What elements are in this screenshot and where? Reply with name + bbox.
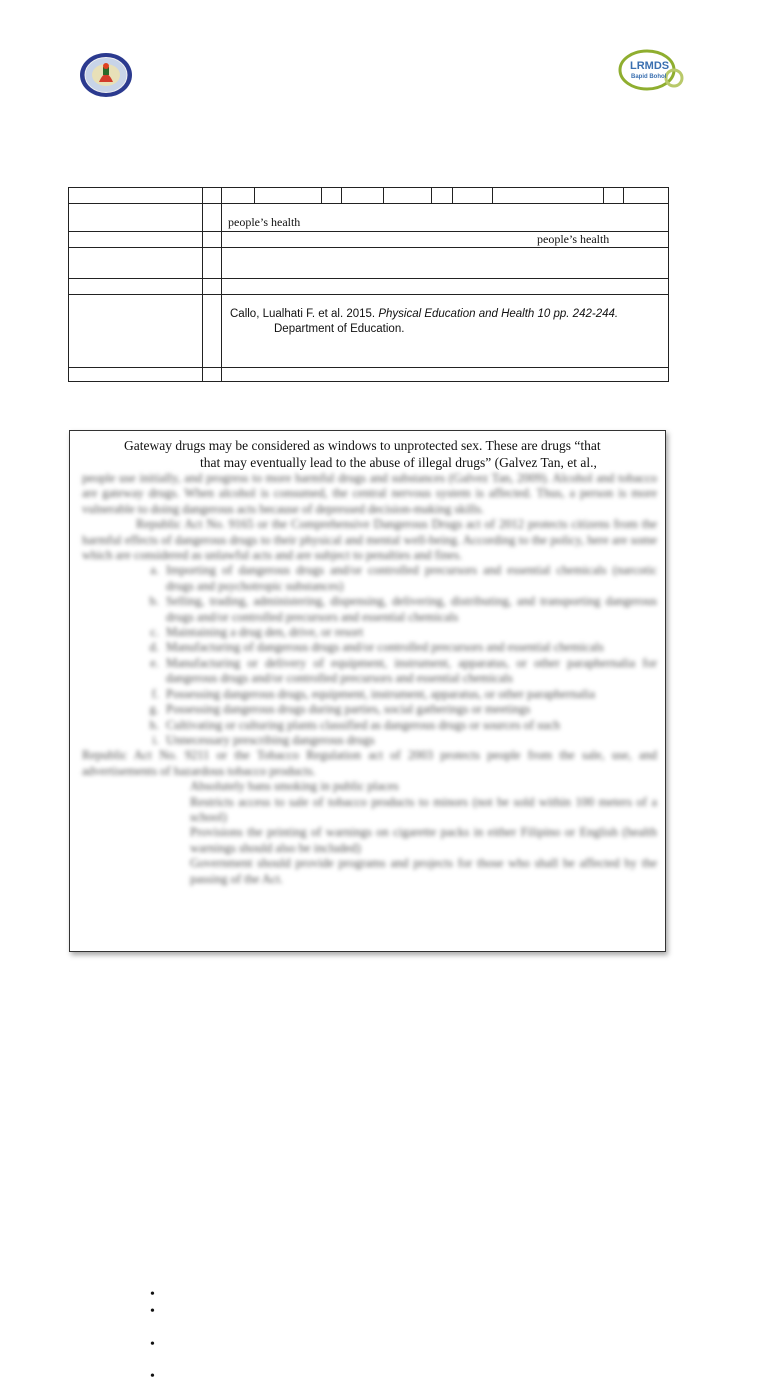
list-item: Provisions the printing of warnings on cigarette packs in either Filipino or English (health warnings should also be included): [190, 825, 657, 855]
list-item: c. Maintaining a drug den, drive, or resort: [162, 625, 657, 640]
list-item: Absolutely bans smoking in public places: [190, 779, 399, 794]
list-item: Restricts access to sale of tobacco products to minors (not be sold within 100 meters of a school): [190, 794, 657, 824]
table-cell: [203, 368, 222, 382]
table-cell: [493, 188, 604, 204]
lesson-excerpt-box: [69, 430, 666, 1384]
list-item: h. Cultivating or culturing plants classified as dangerous drugs or sources of such: [162, 718, 657, 733]
bullet-icon: •: [150, 1336, 155, 1352]
excerpt-line-1: Gateway drugs may be considered as windows to unprotected sex. These are drugs “that: [124, 438, 601, 453]
list-item: f. Possessing dangerous drugs, equipment, instrument, apparatus, or other paraphernalia: [162, 687, 657, 702]
excerpt-visible-text: [124, 437, 657, 471]
table-cell: [604, 188, 624, 204]
table-cell: [384, 188, 432, 204]
list-item: b. Selling, trading, administering, dispensing, delivering, distributing, and transporting dangerous drugs and/or controlled precursors and essential chemicals: [162, 594, 657, 625]
table-cell: [203, 204, 222, 232]
table-cell: [255, 188, 322, 204]
table-cell: [203, 279, 222, 295]
table-cell: [203, 188, 222, 204]
table-cell: [69, 295, 203, 368]
lrmds-logo-icon: [618, 48, 684, 92]
table-cell: [222, 248, 669, 279]
table-cell: [222, 204, 669, 232]
lrmds-logo-text: LRMDS: [630, 60, 670, 72]
excerpt-paragraph-1: people use initially, and progress to more harmful drugs and substances (Galvez Tan, 2009). Alcohol and tobacco are gateway drugs. When alcohol is consumed, the central nervous system is affected. Thus, a person is more vulnerable to doing dangerous acts because of depressed decision-making skills.: [82, 471, 657, 516]
table-cell: [453, 188, 493, 204]
excerpt-paragraph-3: Republic Act No. 9211 or the Tobacco Regulation act of 2003 protects people from the sale, use, and advertisements of hazardous tobacco products.: [82, 748, 657, 778]
table-cell: [222, 232, 669, 248]
excerpt-paragraph-2: Republic Act No. 9165 or the Comprehensive Dangerous Drugs act of 2012 protects citizens from the harmful effects of dangerous drugs to their physical and mental well-being. According to the policy, here are some which are considered as unlawful acts and are subject to penalties and fines.: [82, 517, 657, 563]
table-cell: [203, 248, 222, 279]
reference-entry: [222, 295, 668, 337]
table-row: [69, 248, 669, 279]
table-cell: [203, 295, 222, 368]
lrmds-logo-subtext: Bapid Bohol: [631, 74, 667, 80]
table-cell: [69, 368, 203, 382]
reference-cell: [222, 295, 669, 368]
table-cell: [322, 188, 342, 204]
bullet-icon: •: [150, 1368, 155, 1384]
excerpt-line-2: that may eventually lead to the abuse of illegal drugs” (Galvez Tan, et al.,: [200, 455, 597, 470]
list-item: d. Manufacturing of dangerous drugs and/or controlled precursors and essential chemicals: [162, 640, 657, 655]
list-item: a. Importing of dangerous drugs and/or controlled precursors and essential chemicals (narcotic drugs and psychotropic substances): [162, 563, 657, 594]
table-row: [69, 188, 669, 204]
table-cell: [69, 248, 203, 279]
table-row: [69, 204, 669, 232]
table-cell: [203, 232, 222, 248]
table-cell: [432, 188, 453, 204]
row2-text: people’s health: [228, 215, 301, 229]
table-row: [69, 279, 669, 295]
table-row: [69, 368, 669, 382]
table-cell: [342, 188, 384, 204]
table-cell: [624, 188, 669, 204]
reference-title: Physical Education and Health 10 pp. 242-244.: [378, 308, 619, 320]
table-cell: [69, 279, 203, 295]
list-item: e. Manufacturing or delivery of equipment, instrument, apparatus, or other paraphernalia for dangerous drugs and/or controlled precursors and essential chemicals: [162, 656, 657, 687]
unlawful-acts-list: [82, 563, 657, 748]
lesson-info-table: [68, 187, 669, 382]
list-item: i. Unnecessary prescribing dangerous drugs: [162, 733, 657, 748]
table-cell: [222, 188, 255, 204]
table-cell: [222, 279, 669, 295]
reference-publisher: Department of Education.: [274, 323, 405, 335]
table-row: [69, 232, 669, 248]
row3-text: people’s health: [537, 232, 610, 246]
table-cell: [222, 368, 669, 382]
blurred-content: [82, 471, 657, 887]
bullet-icon: •: [150, 1286, 155, 1302]
table-cell: [69, 188, 203, 204]
bullet-icon: •: [150, 1303, 155, 1319]
tobacco-provisions-list: [82, 779, 657, 887]
reference-author: Callo, Lualhati F. et al. 2015.: [230, 308, 376, 320]
list-item: Government should provide programs and projects for those who shall be affected by the passing of the Act.: [190, 856, 657, 886]
deped-seal-icon: [79, 52, 133, 98]
list-item: g. Possessing dangerous drugs during parties, social gatherings or meetings: [162, 702, 657, 717]
table-cell: [69, 204, 203, 232]
table-row: [69, 295, 669, 368]
table-cell: [69, 232, 203, 248]
